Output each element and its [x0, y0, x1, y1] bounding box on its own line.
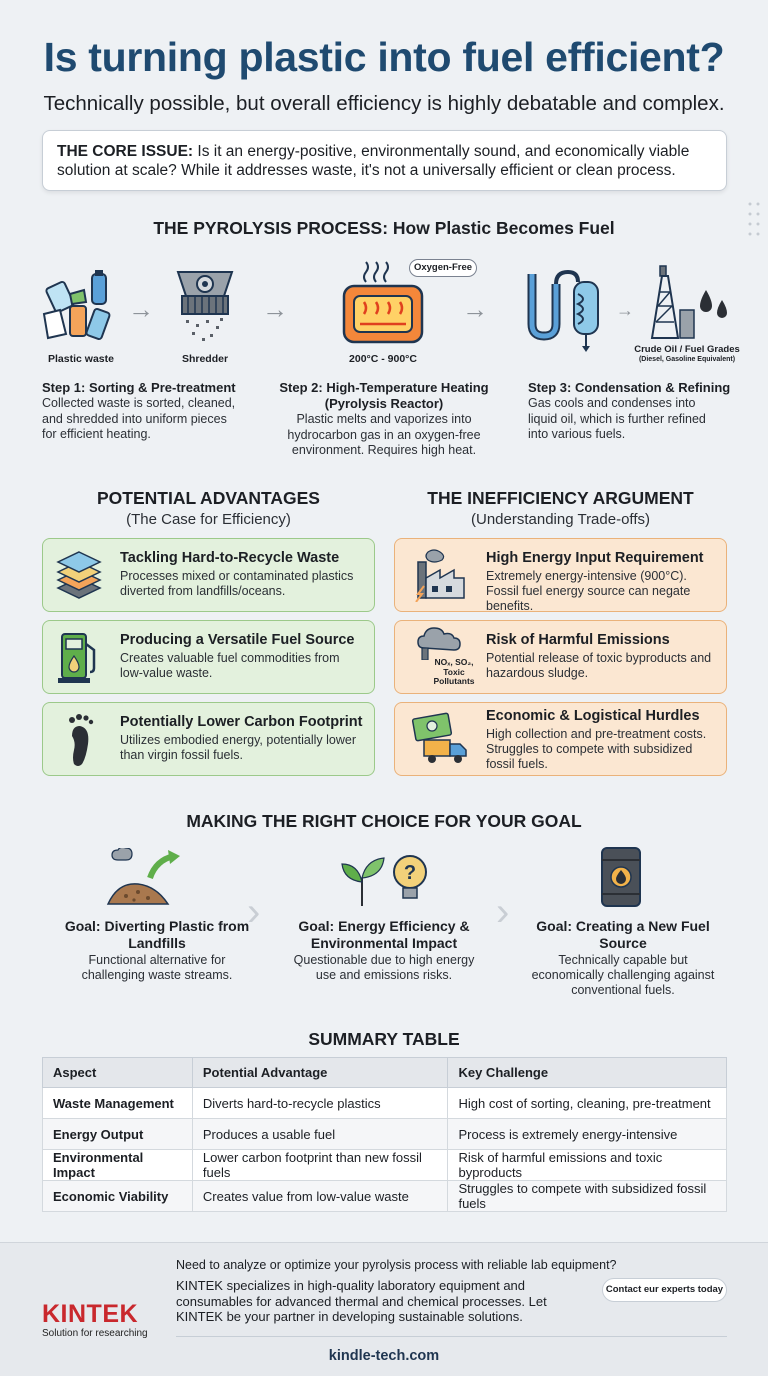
table-cell: High cost of sorting, cleaning, pre-treatment: [448, 1088, 727, 1119]
column-header: Aspect: [43, 1058, 193, 1088]
table-header-row: [43, 1058, 727, 1088]
inefficiency-heading: THE INEFFICIENCY ARGUMENT: [427, 488, 694, 508]
table-cell: Waste Management: [43, 1088, 193, 1119]
advantage-title: Potentially Lower Carbon Footprint: [120, 714, 363, 730]
goals-heading: MAKING THE RIGHT CHOICE FOR YOUR GOAL: [186, 811, 582, 831]
goal-1-title: Goal: Diverting Plastic from Landfills: [64, 918, 250, 951]
column-header: Key Challenge: [448, 1058, 727, 1088]
goal-3-text: Technically capable but economically challenging against conventional fuels.: [531, 953, 715, 997]
step-3-text: Gas cools and condenses into liquid oil, which is further refined into various fuels.: [528, 396, 706, 441]
shredder-caption: Shredder: [181, 353, 229, 365]
summary-table: [42, 1057, 727, 1212]
step-2-text: Plastic melts and vaporizes into hydrocarbon gas in an oxygen-free environment. Requires high heat.: [287, 412, 481, 457]
goal-2-title: Goal: Energy Efficiency & Environmental Impact: [298, 918, 470, 951]
footer-divider: [176, 1336, 727, 1337]
inefficiency-text: High collection and pre-treatment costs. Struggles to compete with subsidized fossil fuels.: [486, 727, 707, 771]
plastic-waste-icon: [40, 270, 120, 346]
column-header: Potential Advantage: [192, 1058, 448, 1088]
arrow-right-icon: →: [262, 294, 288, 324]
table-cell: Risk of harmful emissions and toxic byproducts: [448, 1150, 727, 1181]
advantage-title: Tackling Hard-to-Recycle Waste: [120, 550, 340, 566]
money-truck-icon: [410, 712, 472, 766]
layers-icon: [56, 548, 102, 602]
step-2-subtitle: (Pyrolysis Reactor): [324, 396, 444, 411]
inefficiency-title: High Energy Input Requirement: [486, 550, 704, 566]
oil-refinery-icon: [642, 262, 732, 342]
arrow-right-icon: →: [462, 294, 488, 324]
advantages-heading: POTENTIAL ADVANTAGES: [97, 488, 320, 508]
crude-oil-subcaption: (Diesel, Gasoline Equivalent): [638, 356, 736, 363]
core-issue-text: Is it an energy-positive, environmentally sound, and economically viable solution at scale? While it addresses waste, it's not a universally efficient or clean process.: [57, 143, 690, 179]
footer-question: Need to analyze or optimize your pyrolysis process with reliable lab equipment?: [176, 1258, 617, 1272]
advantage-title: Producing a Versatile Fuel Source: [120, 632, 355, 648]
condenser-icon: [524, 264, 614, 356]
plastic-waste-caption: Plastic waste: [48, 353, 114, 365]
summary-heading: SUMMARY TABLE: [308, 1029, 460, 1049]
inefficiency-text: Extremely energy-intensive (900°C). Fossil fuel energy source can negate benefits.: [486, 569, 691, 613]
process-heading: THE PYROLYSIS PROCESS: How Plastic Becomes Fuel: [153, 218, 615, 238]
table-row: [43, 1119, 727, 1150]
table-cell: Environmental Impact: [43, 1150, 193, 1181]
inefficiency-subheading: (Understanding Trade-offs): [471, 511, 650, 528]
oil-barrel-icon: [598, 846, 644, 908]
step-1-title: Step 1: Sorting & Pre-treatment: [42, 380, 236, 395]
table-cell: Economic Viability: [43, 1181, 193, 1212]
footprint-icon: [60, 712, 100, 768]
fuel-pump-icon: [58, 630, 102, 684]
arrow-right-icon: →: [128, 294, 154, 324]
website-link[interactable]: kindle-tech.com: [328, 1348, 440, 1364]
inefficiency-title: Economic & Logistical Hurdles: [486, 708, 700, 724]
advantage-text: Utilizes embodied energy, potentially lower than virgin fossil fuels.: [120, 733, 356, 762]
advantage-text: Processes mixed or contaminated plastics diverted from landfills/oceans.: [120, 569, 354, 598]
table-cell: Produces a usable fuel: [192, 1119, 448, 1150]
landfill-icon: [104, 848, 184, 908]
logo-tagline: Solution for researching: [42, 1328, 148, 1339]
goal-3-title: Goal: Creating a New Fuel Source: [536, 918, 710, 951]
kintek-logo: KINTEK: [42, 1300, 139, 1328]
table-cell: Energy Output: [43, 1119, 193, 1150]
table-cell: Process is extremely energy-intensive: [448, 1119, 727, 1150]
emissions-label-toxic: Toxic: [443, 666, 465, 677]
oxygen-free-badge: Oxygen-Free: [409, 259, 477, 277]
factory-icon: [410, 548, 468, 602]
advantage-text: Creates valuable fuel commodities from low-value waste.: [120, 651, 340, 680]
footer-pitch: KINTEK specializes in high-quality laboratory equipment and consumables for advanced thermal and chemical processes. Let KINTEK be your partner in developing sustainable solutions.: [176, 1278, 547, 1324]
page-title: Is turning plastic into fuel efficient?: [43, 34, 725, 80]
chevron-right-icon: ›: [496, 890, 510, 934]
core-issue-label: THE CORE ISSUE:: [57, 143, 194, 160]
contact-button[interactable]: Contact eur experts today: [602, 1278, 727, 1302]
table-cell: Struggles to compete with subsidized fossil fuels: [448, 1181, 727, 1212]
inefficiency-title: Risk of Harmful Emissions: [486, 632, 670, 648]
advantages-subheading: (The Case for Efficiency): [126, 511, 291, 528]
step-3-title: Step 3: Condensation & Refining: [528, 380, 731, 395]
table-row: [43, 1150, 727, 1181]
emissions-label-nox: NOₓ, SO₂,: [434, 657, 474, 667]
emissions-icon-label: [424, 658, 484, 687]
arrow-right-icon: →: [616, 300, 634, 320]
goal-2-text: Questionable due to high energy use and emissions risks.: [293, 953, 475, 982]
svg-text:?: ?: [403, 862, 417, 884]
emissions-label-pollutants: Pollutants: [433, 676, 475, 686]
goal-1-text: Functional alternative for challenging waste streams.: [81, 953, 233, 982]
core-issue-box: [42, 130, 727, 191]
chevron-right-icon: ›: [247, 890, 261, 934]
step-2-title: Step 2: High-Temperature Heating: [279, 380, 489, 395]
emissions-icon: [416, 626, 466, 660]
crude-oil-caption: Crude Oil / Fuel Grades: [634, 344, 740, 355]
page-subtitle: Technically possible, but overall efficiency is highly debatable and complex.: [43, 92, 725, 115]
table-cell: Diverts hard-to-recycle plastics: [192, 1088, 448, 1119]
table-cell: Creates value from low-value waste: [192, 1181, 448, 1212]
sprout-bulb-icon: [340, 848, 430, 908]
shredder-icon: [172, 268, 238, 346]
inefficiency-text: Potential release of toxic byproducts and hazardous sludge.: [486, 651, 712, 680]
table-cell: Lower carbon footprint than new fossil fuels: [192, 1150, 448, 1181]
table-row: [43, 1088, 727, 1119]
step-1-text: Collected waste is sorted, cleaned, and shredded into uniform pieces for efficient heating.: [42, 396, 236, 441]
temperature-caption: 200°C - 900°C: [349, 353, 417, 365]
table-row: [43, 1181, 727, 1212]
